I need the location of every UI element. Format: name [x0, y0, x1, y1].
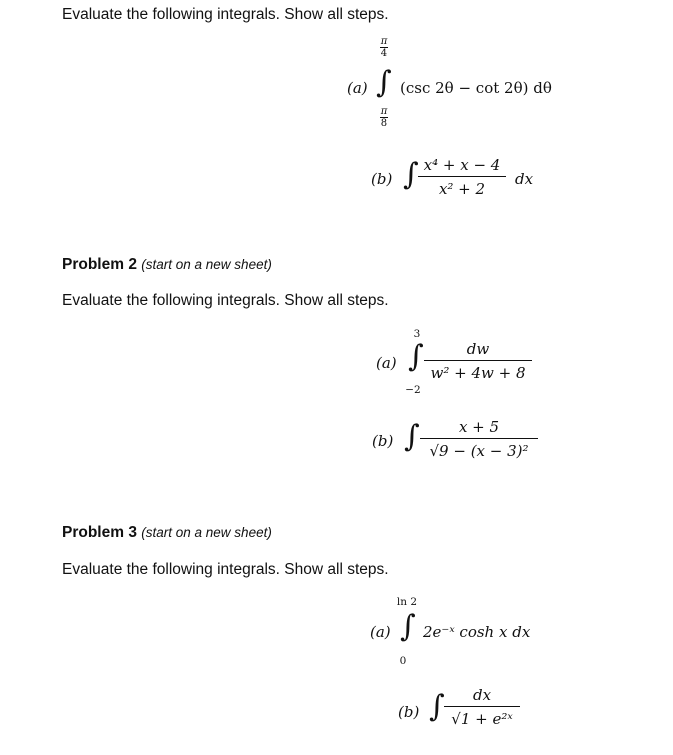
part-a-label: (a)	[376, 354, 397, 372]
part-b-label: (b)	[398, 703, 420, 721]
problem-title: Problem 2	[62, 256, 137, 273]
denominator: √9 − (x − 3)²	[429, 442, 529, 460]
part-a-label: (a)	[347, 79, 368, 97]
problem3-instruction: Evaluate the following integrals. Show all steps.	[62, 561, 389, 578]
problem2-heading	[62, 256, 272, 274]
numerator: dw	[466, 340, 490, 358]
problem-title: Problem 3	[62, 524, 137, 541]
integrand: 2e⁻ˣ cosh x dx	[423, 623, 531, 641]
lower-limit: −2	[405, 384, 421, 396]
fraction	[444, 686, 520, 728]
problem3-heading	[62, 524, 272, 542]
fraction	[424, 340, 532, 382]
lower-limit: 0	[399, 655, 407, 667]
integral-sign: ∫	[400, 609, 416, 644]
integrand: (csc 2θ − cot 2θ) dθ	[400, 79, 552, 97]
denominator: w² + 4w + 8	[430, 364, 526, 382]
integral-sign: ∫	[429, 689, 445, 724]
upper-limit: 3	[413, 328, 421, 340]
part-b-label: (b)	[371, 170, 393, 188]
problem1-instruction: Evaluate the following integrals. Show all steps.	[62, 6, 389, 23]
integral-sign: ∫	[403, 157, 419, 192]
denominator: x² + 2	[438, 180, 486, 198]
integral-sign: ∫	[408, 339, 424, 374]
fraction	[420, 418, 538, 460]
denominator: √1 + e²ˣ	[451, 710, 513, 728]
fraction	[418, 156, 506, 198]
upper-limit: $\frac{\pi}{4}$	[380, 36, 388, 59]
lower-limit: $\frac{\pi}{8}$	[380, 106, 388, 129]
numerator: dx	[472, 686, 492, 704]
part-a-label: (a)	[370, 623, 391, 641]
integral-sign: ∫	[404, 419, 420, 454]
problem-note: (start on a new sheet)	[141, 525, 272, 540]
integral-sign: ∫	[376, 65, 392, 100]
numerator: x⁴ + x − 4	[423, 156, 501, 174]
problem-note: (start on a new sheet)	[141, 257, 272, 272]
part-b-label: (b)	[372, 432, 394, 450]
upper-limit: ln 2	[396, 596, 418, 608]
numerator: x + 5	[458, 418, 500, 436]
problem2-instruction: Evaluate the following integrals. Show all steps.	[62, 292, 389, 309]
differential: dx	[515, 170, 534, 188]
